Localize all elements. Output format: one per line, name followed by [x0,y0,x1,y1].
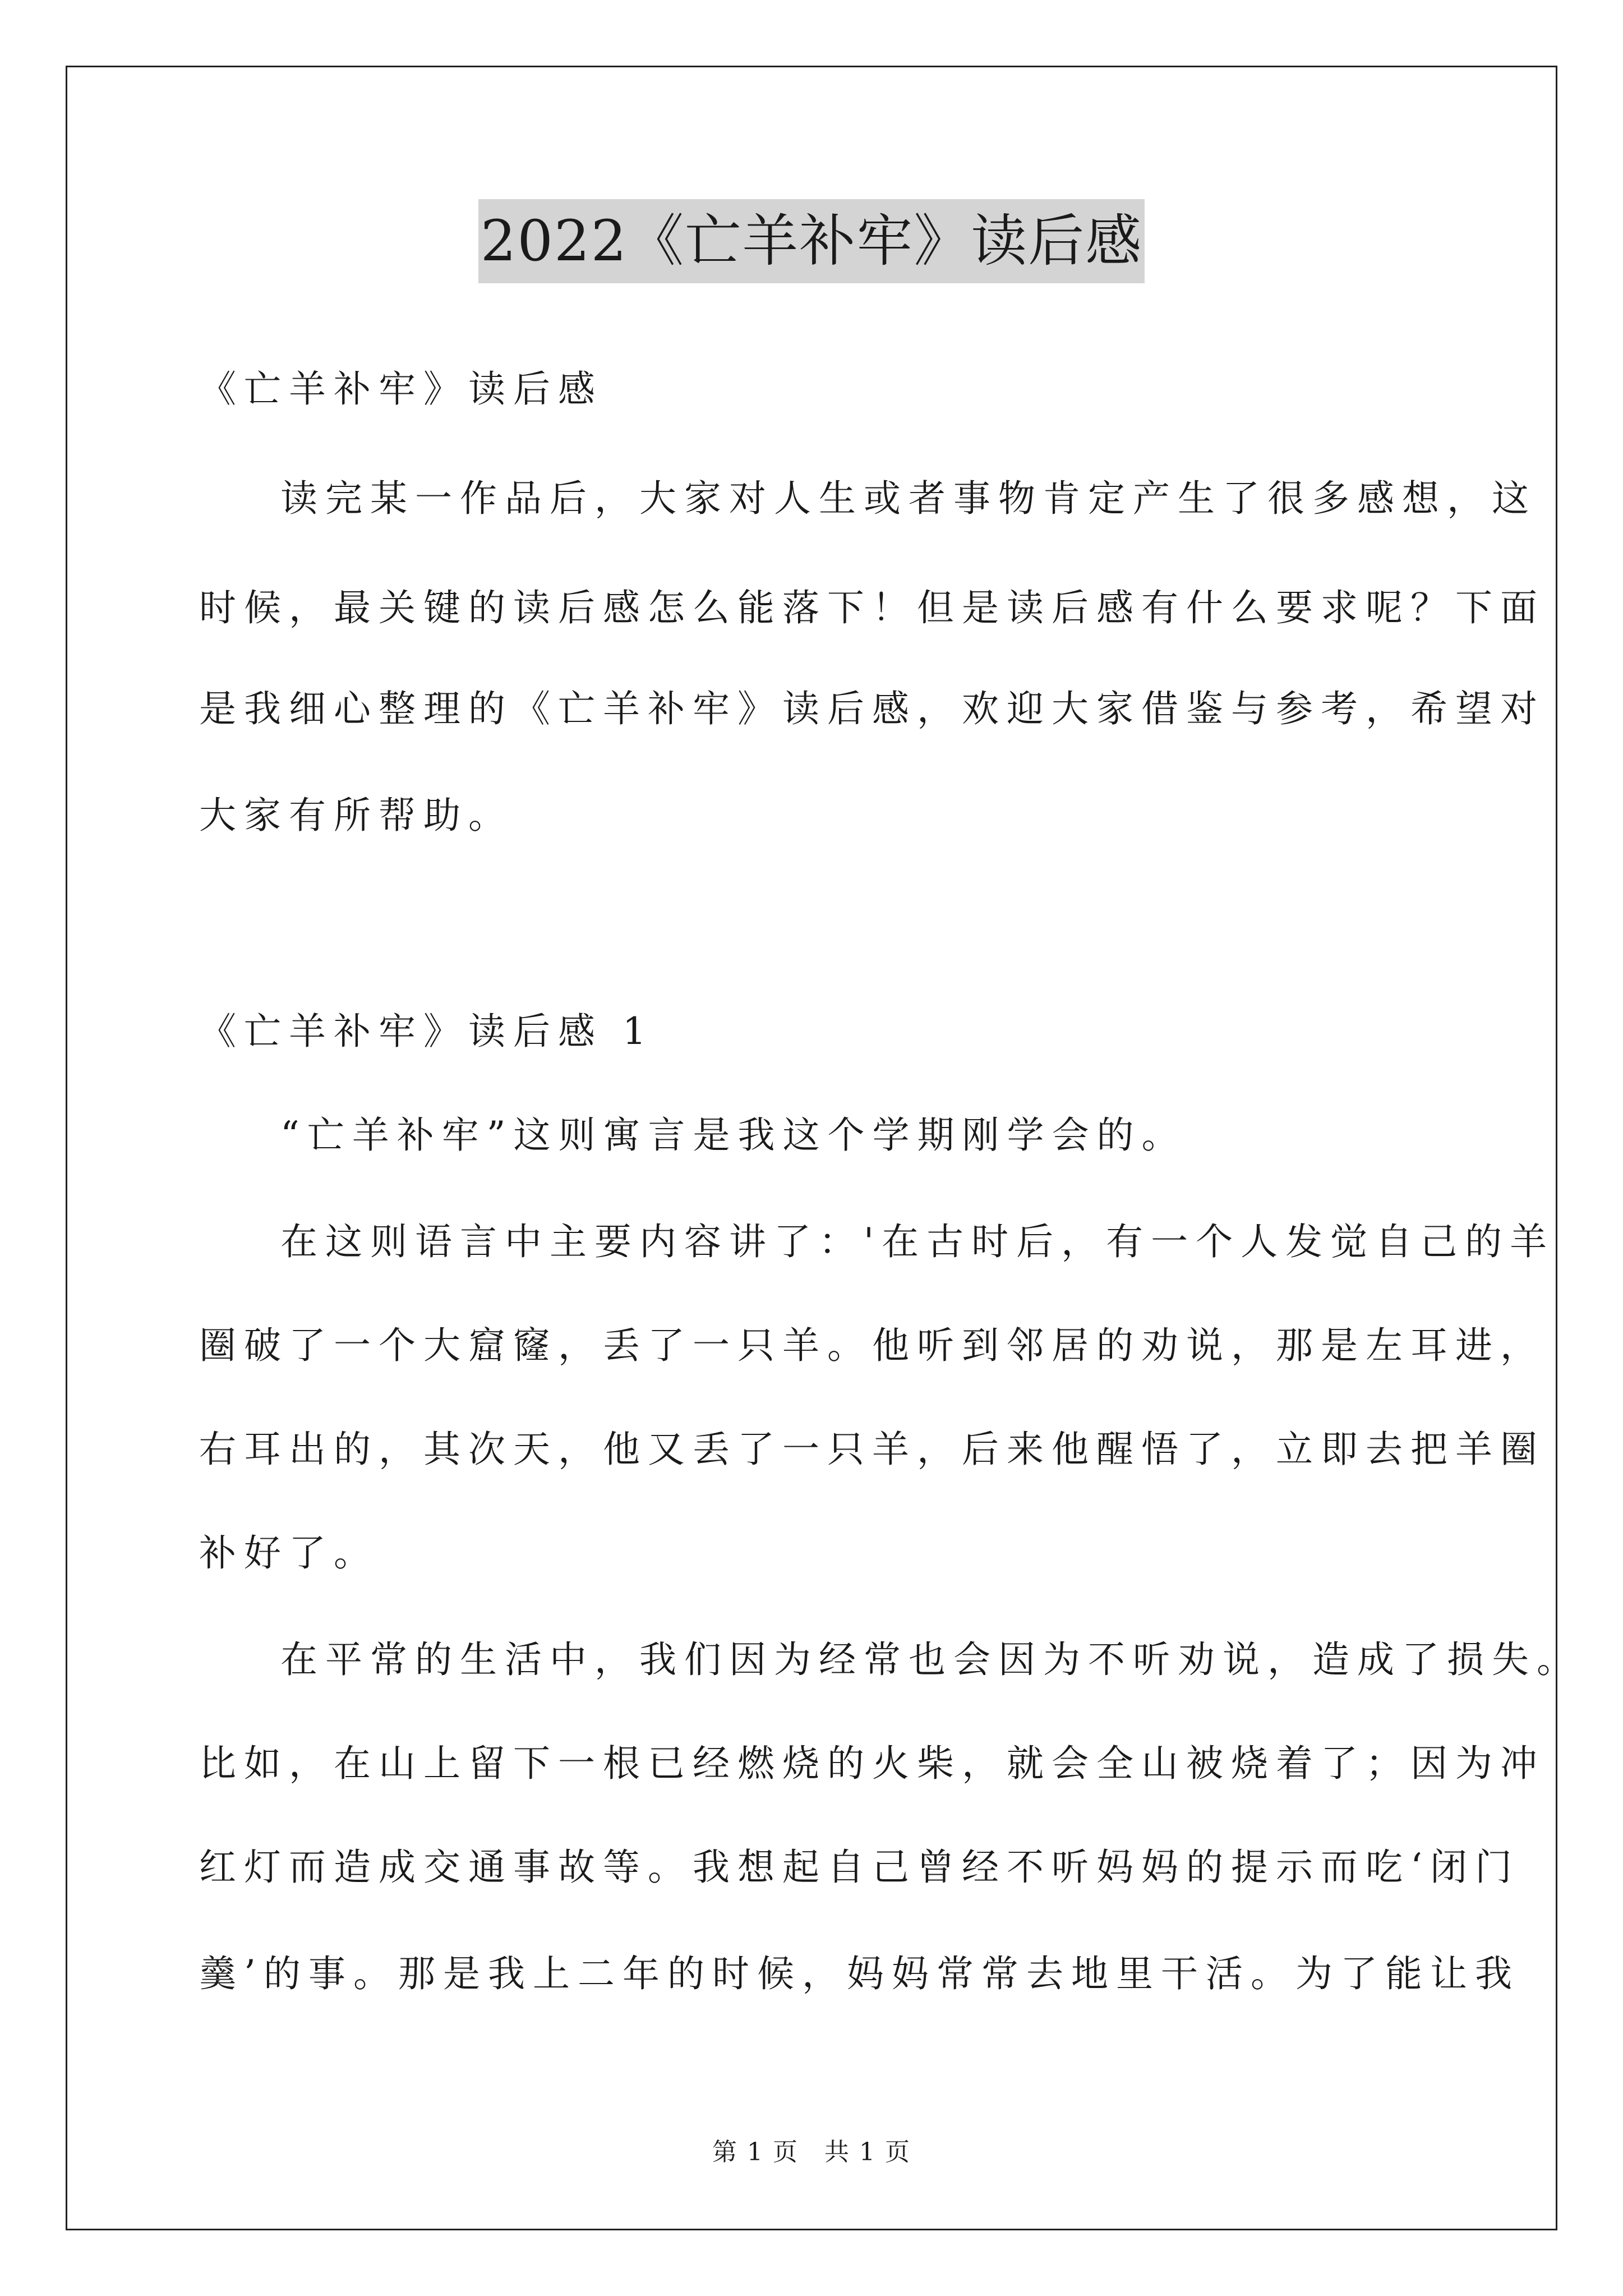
paragraph-line: 时候，最关键的读后感怎么能落下！但是读后感有什么要求呢？下面 [199,586,1545,629]
title-wrap [0,199,1623,283]
paragraph-line: 大家有所帮助。 [199,794,513,837]
document-title: 2022《亡羊补牢》读后感 [478,199,1145,283]
paragraph-line: 读完某一作品后，大家对人生或者事物肯定产生了很多感想，这 [280,477,1537,520]
paragraph-line: 羹’的事。那是我上二年的时候，妈妈常常去地里干活。为了能让我 [199,1952,1520,1995]
paragraph-line: 在平常的生活中，我们因为经常也会因为不听劝说，造成了损失。 [280,1638,1581,1681]
section-heading: 《亡羊补牢》读后感 1 [199,1010,654,1053]
paragraph-line: 圈破了一个大窟窿，丢了一只羊。他听到邻居的劝说，那是左耳进， [199,1324,1545,1367]
paragraph-line: 右耳出的，其次天，他又丢了一只羊，后来他醒悟了，立即去把羊圈 [199,1428,1545,1471]
paragraph-line: “亡羊补牢”这则寓言是我这个学期刚学会的。 [280,1114,1187,1157]
section-heading: 《亡羊补牢》读后感 [199,367,603,411]
page-footer: 第 1 页 共 1 页 [712,2138,911,2166]
paragraph-line: 是我细心整理的《亡羊补牢》读后感，欢迎大家借鉴与参考，希望对 [199,687,1545,730]
paragraph-line: 红灯而造成交通事故等。我想起自己曾经不听妈妈的提示而吃‘闭门 [199,1846,1520,1889]
paragraph-line: 在这则语言中主要内容讲了：'在古时后，有一个人发觉自己的羊 [280,1220,1555,1263]
paragraph-line: 补好了。 [199,1531,379,1575]
paragraph-line: 比如，在山上留下一根已经燃烧的火柴，就会全山被烧着了；因为冲 [199,1742,1545,1785]
